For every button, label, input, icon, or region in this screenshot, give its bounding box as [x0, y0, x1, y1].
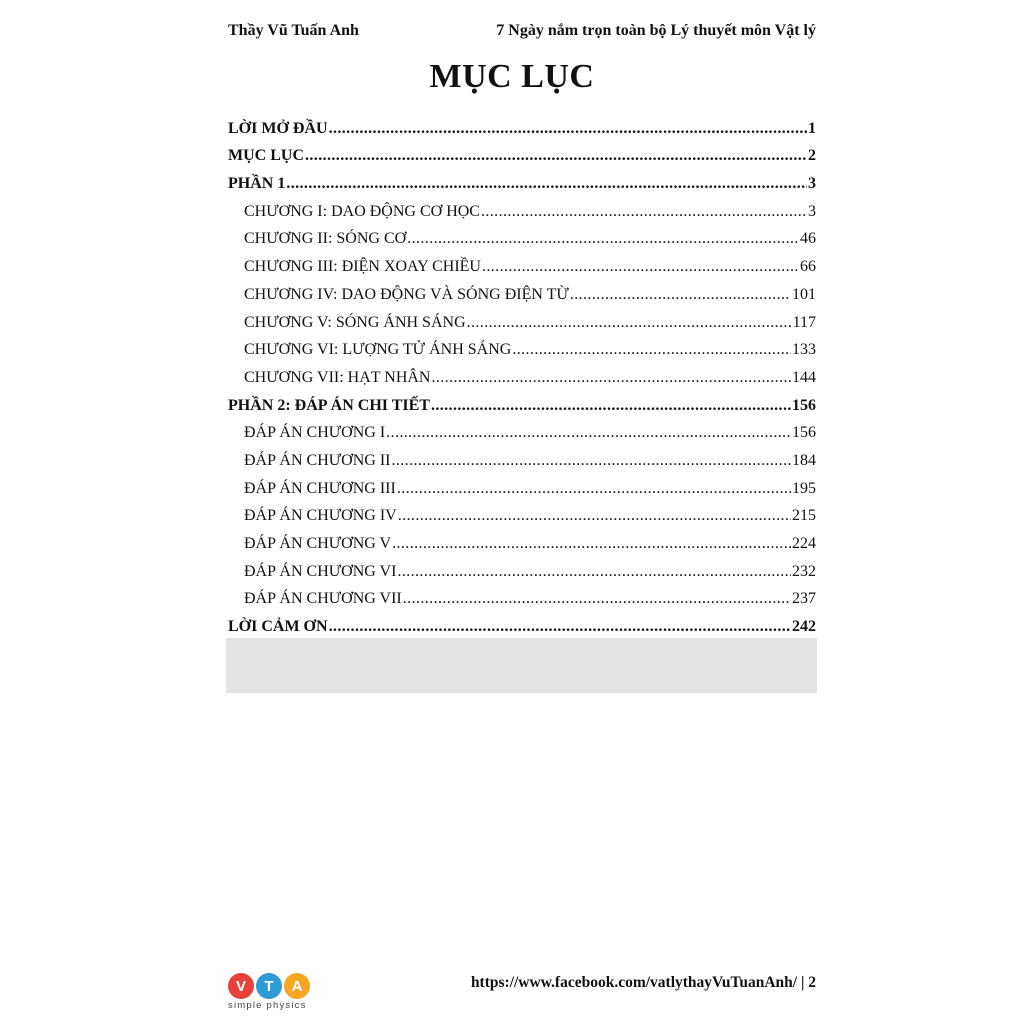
toc-entry-label: LỜI CẢM ƠN	[228, 618, 328, 636]
toc-entry[interactable]	[228, 525, 816, 553]
vta-logo	[228, 973, 318, 1013]
toc-entry[interactable]	[228, 221, 816, 249]
toc-dot-leader	[391, 452, 791, 470]
toc-entry-page: 195	[792, 479, 816, 497]
toc-entry-page: 117	[792, 313, 816, 331]
toc-entry[interactable]	[228, 276, 816, 304]
toc-entry-page: 1	[808, 119, 816, 137]
header-book-title: 7 Ngày nắm trọn toàn bộ Lý thuyết môn Vật lý	[496, 22, 816, 39]
toc-dot-leader	[397, 563, 791, 581]
logo-letter-circle: A	[284, 973, 310, 999]
toc-entry[interactable]	[228, 387, 816, 415]
toc-entry-label: CHƯƠNG III: ĐIỆN XOAY CHIỀU	[244, 258, 481, 276]
toc-entry[interactable]	[228, 248, 816, 276]
toc-dot-leader	[286, 175, 807, 193]
toc-entry-label: PHẦN 1	[228, 175, 286, 193]
header-author: Thầy Vũ Tuấn Anh	[228, 22, 359, 39]
toc-entry-label: ĐÁP ÁN CHƯƠNG II	[244, 451, 391, 469]
footer-facebook-link[interactable]: https://www.facebook.com/vatlythayVuTuanAnh/ | 2	[470, 974, 816, 991]
toc-entry-page: 237	[792, 590, 816, 608]
toc-entry-page: 215	[792, 507, 816, 525]
toc-entry-label: CHƯƠNG II: SÓNG CƠ	[244, 230, 407, 248]
toc-entry-page: 101	[792, 285, 816, 303]
toc-dot-leader	[431, 397, 791, 415]
toc-entry[interactable]	[228, 442, 816, 470]
page-footer	[228, 968, 816, 1012]
toc-dot-leader	[392, 535, 791, 553]
toc-dot-leader	[398, 507, 791, 525]
toc-entry-label: LỜI MỞ ĐẦU	[228, 119, 328, 137]
toc-entry[interactable]	[228, 581, 816, 609]
toc-entry[interactable]	[228, 470, 816, 498]
toc-entry-page: 3	[808, 175, 816, 193]
toc-entry-page: 224	[792, 535, 816, 552]
table-of-contents	[228, 110, 816, 636]
toc-dot-leader	[386, 424, 791, 442]
toc-dot-leader	[397, 480, 791, 498]
toc-entry[interactable]	[228, 110, 816, 138]
toc-entry-label: ĐÁP ÁN CHƯƠNG VII	[244, 590, 402, 608]
logo-tagline: simple physics	[228, 1000, 307, 1011]
toc-entry-page: 232	[792, 562, 816, 580]
logo-letter-circle: T	[256, 973, 282, 999]
toc-dot-leader	[570, 286, 791, 304]
logo-letter-circle: V	[228, 973, 254, 999]
toc-dot-leader	[431, 369, 791, 387]
toc-entry[interactable]	[228, 553, 816, 581]
page-title: MỤC LỤC	[429, 58, 595, 95]
toc-dot-leader	[329, 618, 791, 636]
toc-entry-label: ĐÁP ÁN CHƯƠNG IV	[244, 507, 397, 525]
toc-entry-page: 66	[800, 258, 816, 276]
toc-entry[interactable]	[228, 304, 816, 332]
toc-entry[interactable]	[228, 415, 816, 443]
toc-entry[interactable]	[228, 193, 816, 221]
toc-entry-page: 242	[792, 618, 816, 636]
toc-entry-label: MỤC LỤC	[228, 147, 304, 165]
toc-entry[interactable]	[228, 498, 816, 526]
toc-entry-label: CHƯƠNG IV: DAO ĐỘNG VÀ SÓNG ĐIỆN TỪ	[244, 285, 569, 303]
toc-entry-page: 156	[792, 396, 816, 414]
toc-entry-page: 156	[792, 424, 816, 442]
toc-dot-leader	[482, 258, 799, 276]
toc-entry-page: 184	[792, 451, 816, 469]
toc-entry-label: ĐÁP ÁN CHƯƠNG V	[244, 535, 392, 552]
toc-entry-page: 133	[792, 341, 816, 359]
toc-entry[interactable]	[228, 332, 816, 360]
toc-entry-page: 3	[808, 202, 816, 220]
toc-entry-label: CHƯƠNG VII: HẠT NHÂN	[244, 368, 431, 386]
toc-entry[interactable]	[228, 608, 816, 636]
toc-entry-page: 2	[808, 147, 816, 165]
toc-entry-page: 144	[792, 368, 816, 386]
toc-entry-label: CHƯƠNG VI: LƯỢNG TỬ ÁNH SÁNG	[244, 341, 512, 359]
page-header	[228, 22, 816, 44]
toc-entry-label: CHƯƠNG I: DAO ĐỘNG CƠ HỌC	[244, 202, 480, 220]
toc-entry-page: 46	[800, 230, 816, 248]
toc-entry-label: CHƯƠNG V: SÓNG ÁNH SÁNG	[244, 313, 466, 331]
toc-entry[interactable]	[228, 138, 816, 166]
toc-entry[interactable]	[228, 359, 816, 387]
toc-dot-leader	[407, 230, 799, 248]
toc-dot-leader	[329, 120, 807, 138]
toc-dot-leader	[305, 147, 807, 165]
toc-dot-leader	[481, 203, 807, 221]
toc-entry[interactable]	[228, 165, 816, 193]
toc-entry-label: ĐÁP ÁN CHƯƠNG I	[244, 424, 386, 442]
toc-entry-label: PHẦN 2: ĐÁP ÁN CHI TIẾT	[228, 396, 430, 414]
toc-dot-leader	[512, 341, 791, 359]
toc-entry-label: ĐÁP ÁN CHƯƠNG VI	[244, 562, 397, 580]
toc-dot-leader	[403, 590, 791, 608]
gray-placeholder-box	[226, 638, 817, 693]
toc-dot-leader	[467, 314, 792, 332]
toc-entry-label: ĐÁP ÁN CHƯƠNG III	[244, 479, 396, 497]
